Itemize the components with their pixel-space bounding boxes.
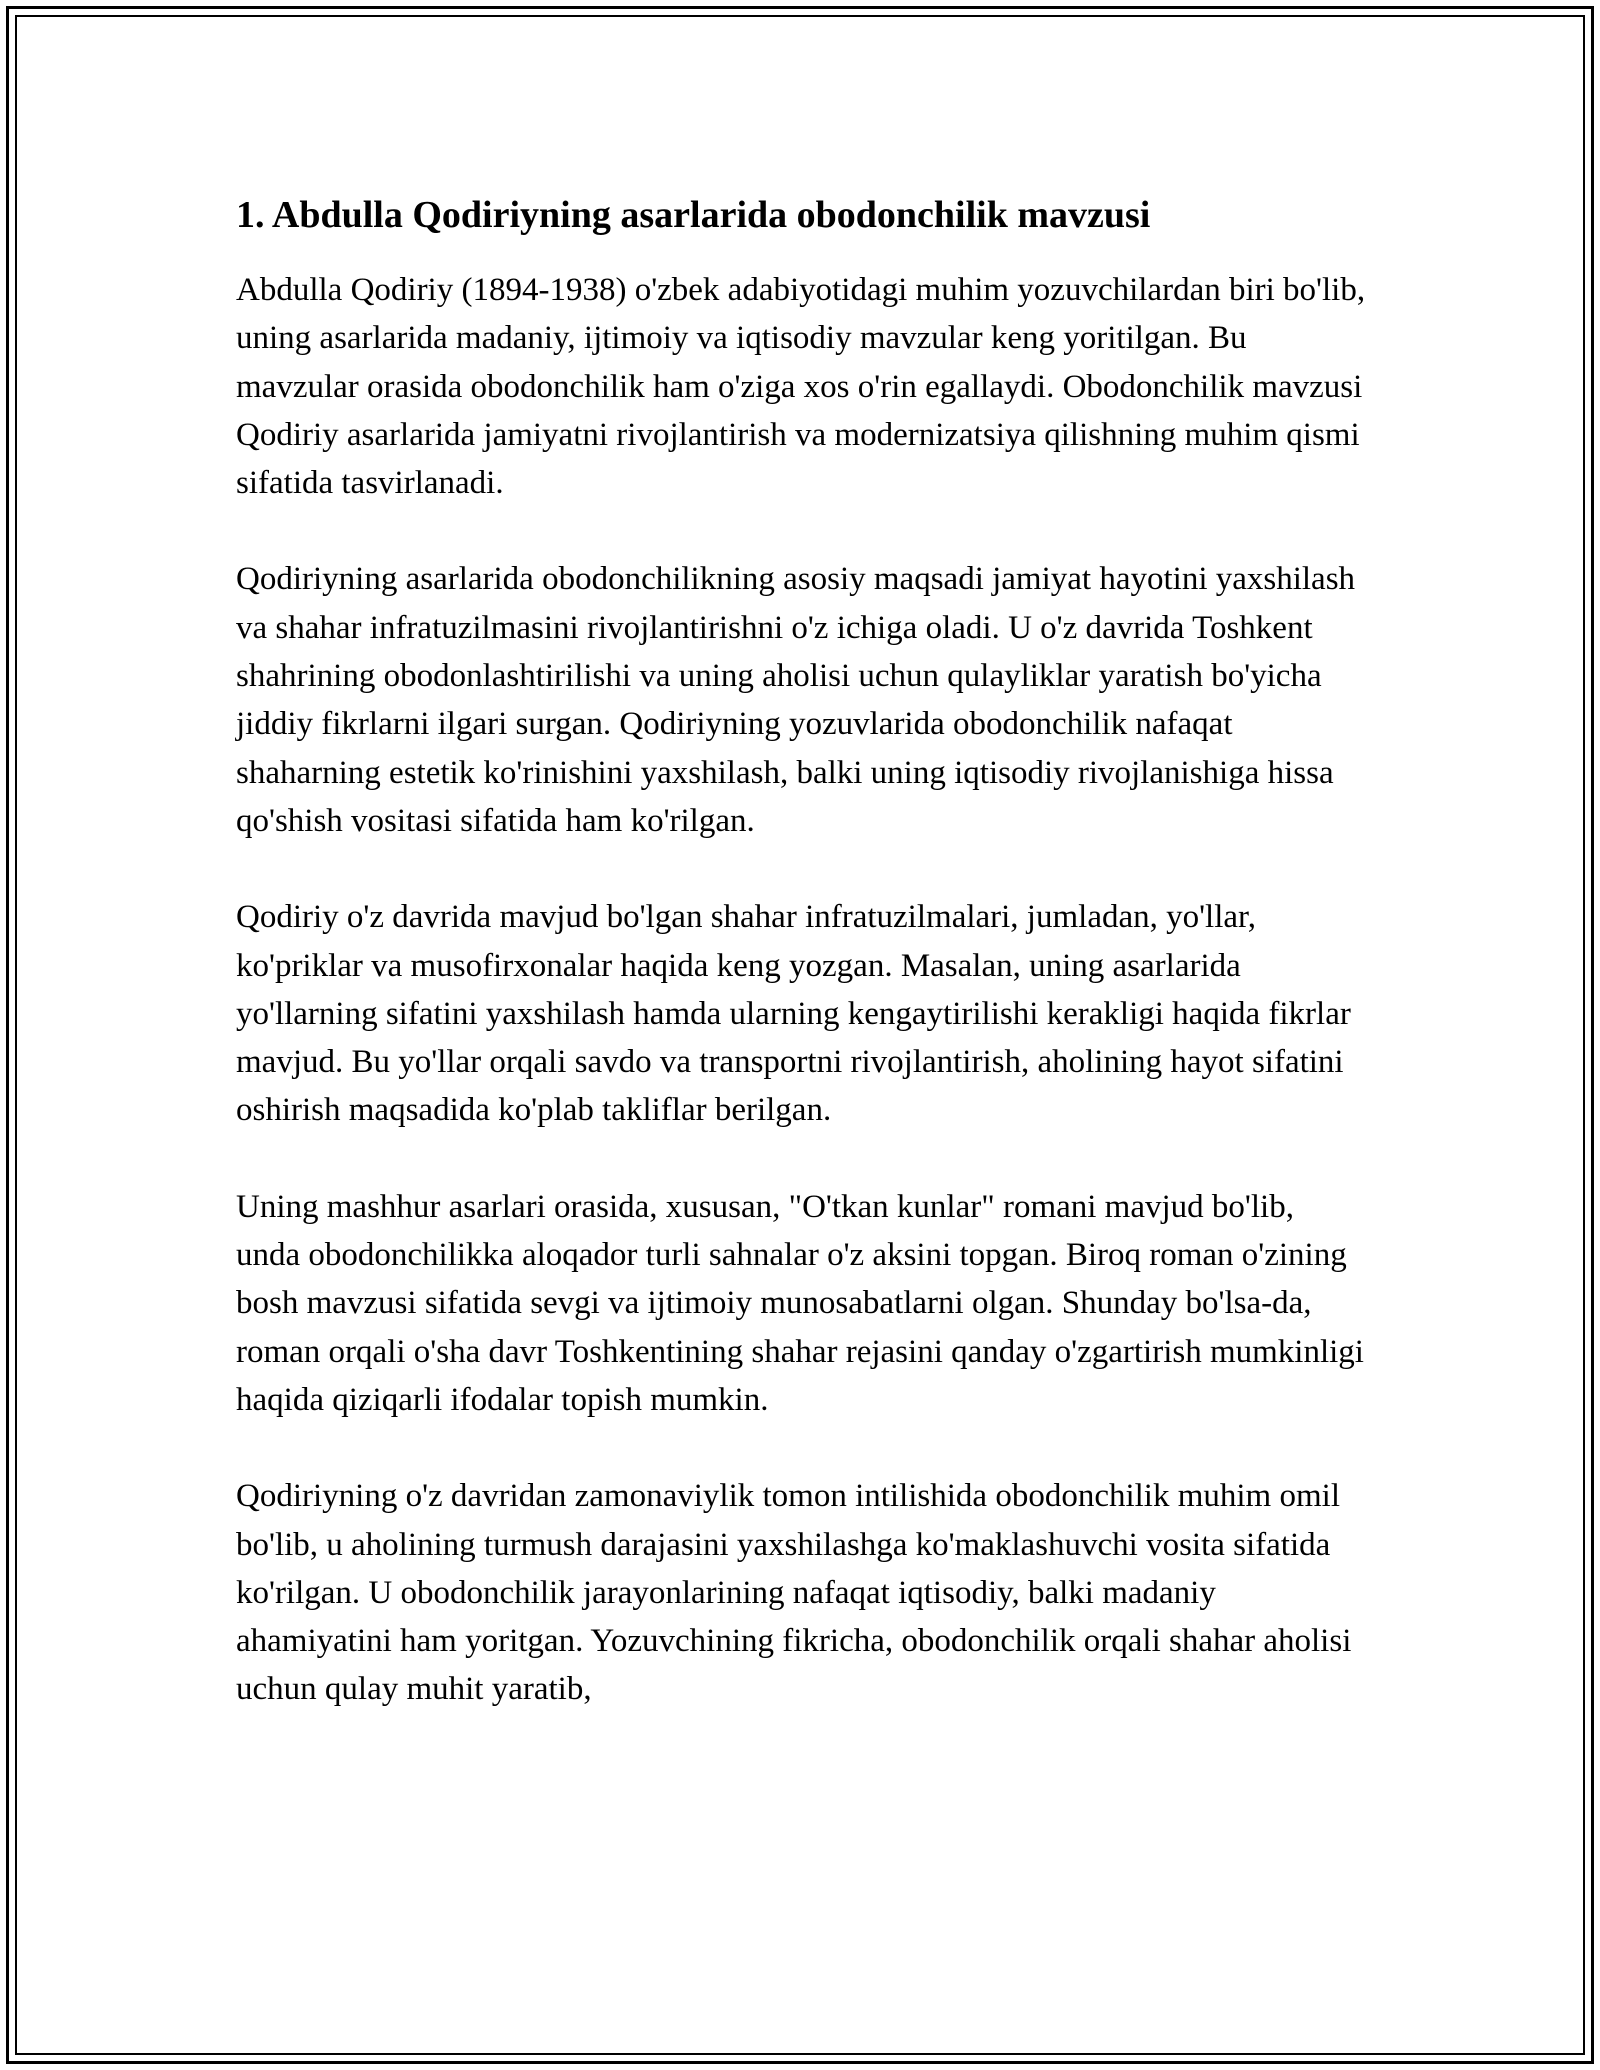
paragraph-4: Uning mashhur asarlari orasida, xususan, "O'tkan kunlar" romani mavjud bo'lib, unda obodonchilikka aloqador turli sahnalar o'z aksini topgan. Biroq roman o'zining bosh mavzusi sifatida sevgi va ijtimoiy munosabatlarni olgan. Shunday bo'lsa-da, roman orqali o'sha davr Toshkentining shahar rejasini qanday o'zgartirish mumkinligi haqida qiziqarli ifodalar topish mumkin. <box>236 1188 1364 1418</box>
paragraph-2: Qodiriyning asarlarida obodonchilikning asosiy maqsadi jamiyat hayotini yaxshilash va shahar infratuzilmasini rivojlantirishni o'z ichiga oladi. U o'z davrida Toshkent shahrining obodonlashtirilishi va uning aholisi uchun qulayliklar yaratish bo'yicha jiddiy fikrlarni ilgari surgan. Qodiriyning yozuvlarida obodonchilik nafaqat shaharning estetik ko'rinishini yaxshilash, balki uning iqtisodiy rivojlanishiga hissa qo'shish vositasi sifatida ham ko'rilgan. <box>236 561 1356 839</box>
document-body <box>236 186 1366 1762</box>
paragraph-3: Qodiriy o'z davrida mavjud bo'lgan shahar infratuzilmalari, jumladan, yo'llar, ko'priklar va musofirxonalar haqida keng yozgan. Masalan, uning asarlarida yo'llarning sifatini yaxshilash hamda ularning kengaytirilishi kerakligi haqida fikrlar mavjud. Bu yo'llar orqali savdo va transportni rivojlantirish, aholining hayot sifatini oshirish maqsadida ko'plab takliflar berilgan. <box>236 899 1351 1129</box>
paragraph-1: Abdulla Qodiriy (1894-1938) o'zbek adabiyotidagi muhim yozuvchilardan biri bo'lib, uning asarlarida madaniy, ijtimoiy va iqtisodiy mavzular keng yoritilgan. Bu mavzular orasida obodonchilik ham o'ziga xos o'rin egallaydi. Obodonchilik mavzusi Qodiriy asarlarida jamiyatni rivojlantirish va modernizatsiya qilishning muhim qismi sifatida tasvirlanadi. <box>236 272 1366 502</box>
paragraph-5: Qodiriyning o'z davridan zamonaviylik tomon intilishida obodonchilik muhim omil bo'lib, u aholining turmush darajasini yaxshilashga ko'maklashuvchi vosita sifatida ko'rilgan. U obodonchilik jarayonlarining nafaqat iqtisodiy, balki madaniy ahamiyatini ham yoritgan. Yozuvchining fikricha, obodonchilik orqali shahar aholisi uchun qulay muhit yaratib, <box>236 1478 1352 1708</box>
section-heading: 1. Abdulla Qodiriyning asarlarida obodonchilik mavzusi <box>236 194 1151 236</box>
